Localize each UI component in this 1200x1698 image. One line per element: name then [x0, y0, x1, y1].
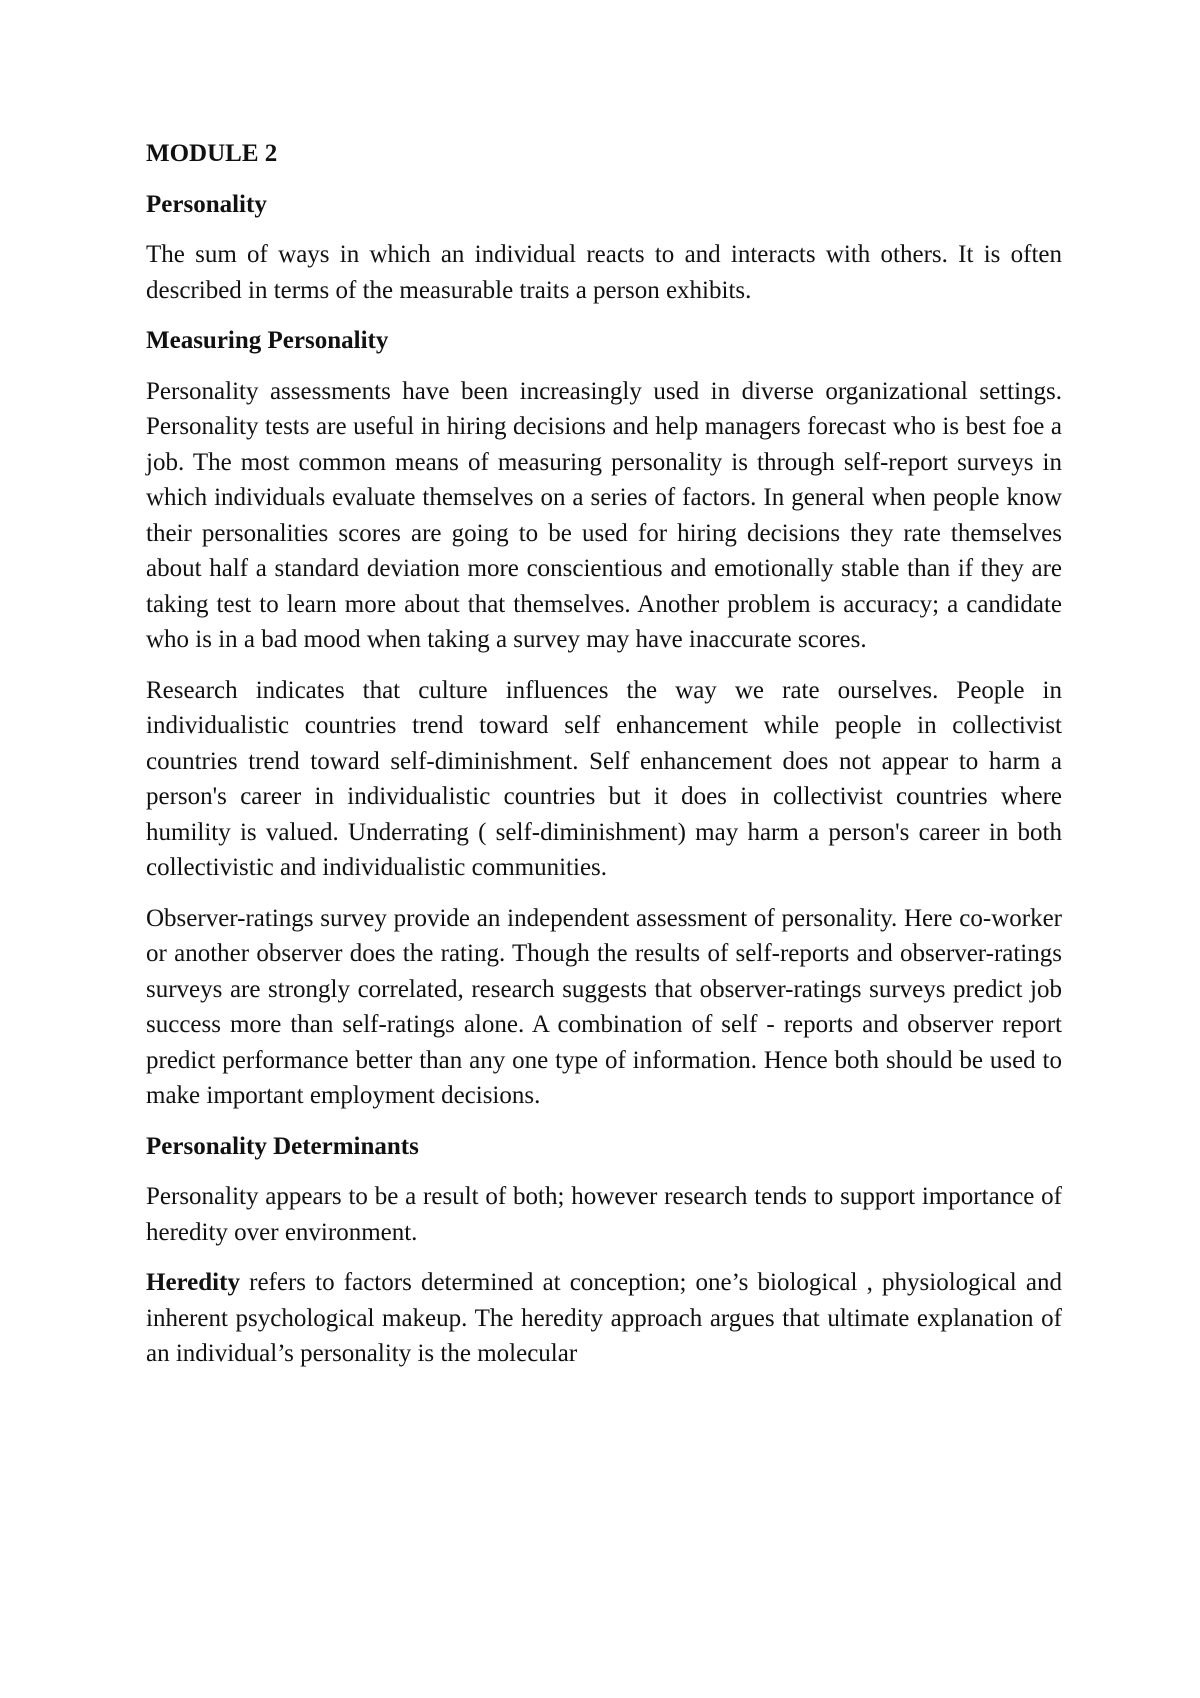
section-heading-personality-determinants: Personality Determinants [146, 1132, 419, 1160]
document-page [146, 136, 1062, 1387]
heredity-text: refers to factors determined at conception; one’s biological , physiological and inherent psychological makeup. The heredity approach argues that ultimate explanation of an individual’s personality is the molecular [146, 1269, 1062, 1367]
measuring-paragraph-assessments: Personality assessments have been increasingly used in diverse organizational settings. Personality tests are useful in hiring decisions and help managers forecast who is best foe a job. The most common means of measuring personality is through self-report surveys in which individuals evaluate themselves on a series of factors. In general when people know their personalities scores are going to be used for hiring decisions they rate themselves about half a standard deviation more conscientious and emotionally stable than if they are taking test to learn more about that themselves. Another problem is accuracy; a candidate who is in a bad mood when taking a survey may have inaccurate scores. [146, 377, 1062, 653]
measuring-paragraph-observer-ratings: Observer-ratings survey provide an independent assessment of personality. Here co-worker or another observer does the rating. Though the results of self-reports and observer-ratings surveys are strongly correlated, research suggests that observer-ratings surveys predict job success more than self-ratings alone. A combination of self - reports and observer report predict performance better than any one type of information. Hence both should be used to make important employment decisions. [146, 904, 1062, 1109]
heredity-term: Heredity [146, 1269, 240, 1296]
section-heading-measuring-personality: Measuring Personality [146, 327, 389, 354]
measuring-paragraph-culture: Research indicates that culture influences the way we rate ourselves. People in individualistic countries trend toward self enhancement while people in collectivist countries trend toward self-diminishment. Self enhancement does not appear to harm a person's career in individualistic countries but it does in collectivist countries where humility is valued. Underrating ( self-diminishment) may harm a person's career in both collectivistic and individualistic communities. [146, 676, 1062, 881]
section-heading-personality: Personality [146, 190, 267, 218]
determinants-intro-paragraph: Personality appears to be a result of both; however research tends to support importance of heredity over environment. [146, 1183, 1062, 1246]
module-title: MODULE 2 [146, 140, 278, 167]
personality-definition-paragraph: The sum of ways in which an individual reacts to and interacts with others. It is often described in terms of the measurable traits a person exhibits. [146, 241, 1062, 304]
heredity-paragraph [146, 1265, 1062, 1372]
